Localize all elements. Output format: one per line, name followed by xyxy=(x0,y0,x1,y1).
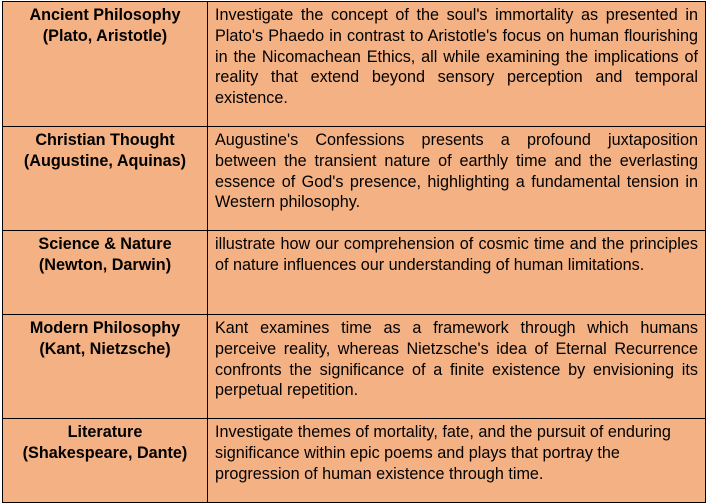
category-thinkers: (Plato, Aristotle) xyxy=(42,26,168,45)
category-thinkers: (Augustine, Aquinas) xyxy=(23,151,187,170)
category-label: Christian Thought xyxy=(35,131,175,149)
category-thinkers: (Kant, Nietzsche) xyxy=(39,339,171,358)
category-cell xyxy=(3,231,208,315)
category-label: Modern Philosophy xyxy=(29,319,181,337)
table-row xyxy=(3,419,706,503)
description-cell: Kant examines time as a framework through which humans perceive reality, whereas Nietzsche's idea of Eternal Recurrence confronts the significance of a finite existence by envisioning its perpetual repetition. xyxy=(208,315,706,419)
description-cell: Investigate themes of mortality, fate, and the pursuit of enduring significance within epic poems and plays that portray the progression of human existence through time. xyxy=(208,419,706,503)
category-cell xyxy=(3,315,208,419)
table-row xyxy=(3,315,706,419)
description-cell: Augustine's Confessions presents a profound juxtaposition between the transient nature of earthly time and the everlasting essence of God's presence, highlighting a fundamental tension in Western philosophy. xyxy=(208,127,706,231)
category-label: Science & Nature xyxy=(38,235,172,253)
category-label: Literature xyxy=(67,423,143,441)
category-cell xyxy=(3,419,208,503)
category-thinkers: (Newton, Darwin) xyxy=(38,255,172,274)
table-row xyxy=(3,127,706,231)
table-row xyxy=(3,2,706,127)
category-label: Ancient Philosophy xyxy=(29,6,181,24)
table-row xyxy=(3,231,706,315)
category-thinkers: (Shakespeare, Dante) xyxy=(22,443,188,462)
category-cell xyxy=(3,2,208,127)
philosophy-table xyxy=(2,1,706,503)
description-cell: illustrate how our comprehension of cosmic time and the principles of nature influences our understanding of human limitations. xyxy=(208,231,706,315)
description-cell: Investigate the concept of the soul's immortality as presented in Plato's Phaedo in contrast to Aristotle's focus on human flourishing in the Nicomachean Ethics, all while examining the implications of reality that extend beyond sensory perception and temporal existence. xyxy=(208,2,706,127)
category-cell xyxy=(3,127,208,231)
